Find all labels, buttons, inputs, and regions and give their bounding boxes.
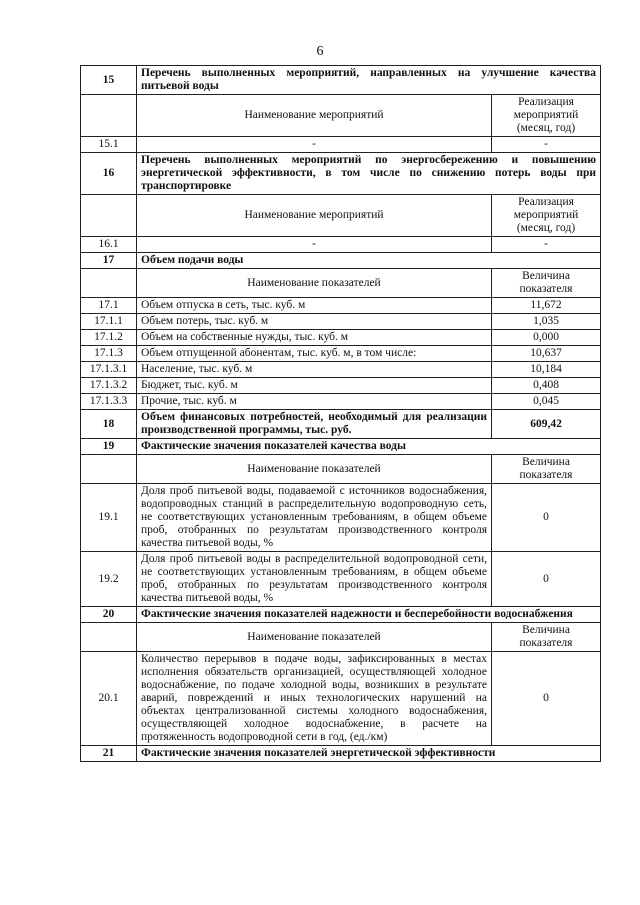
row-value: -: [492, 237, 601, 253]
page-number: 6: [316, 44, 324, 59]
table-row: [81, 137, 601, 153]
section-number: 21: [81, 746, 137, 762]
section-title: Объем подачи воды: [137, 253, 601, 269]
column-header-row: [81, 269, 601, 298]
row-value: 0: [492, 652, 601, 746]
row-value: 11,672: [492, 298, 601, 314]
section-header-18: [81, 410, 601, 439]
column-header-name: Наименование показателей: [137, 455, 492, 484]
section-number: 15: [81, 66, 137, 95]
table-row: [81, 362, 601, 378]
section-number: 18: [81, 410, 137, 439]
row-number: 17.1.3.2: [81, 378, 137, 394]
table-row: [81, 394, 601, 410]
row-number: 17.1.1: [81, 314, 137, 330]
production-program-table: [80, 65, 601, 762]
row-number: 19.1: [81, 484, 137, 552]
column-header-value: Реализация мероприятий (месяц, год): [492, 195, 601, 237]
row-name: Население, тыс. куб. м: [137, 362, 492, 378]
section-header-20: [81, 607, 601, 623]
row-value: 1,035: [492, 314, 601, 330]
row-name: Бюджет, тыс. куб. м: [137, 378, 492, 394]
row-name: Объем отпущенной абонентам, тыс. куб. м, в том числе:: [137, 346, 492, 362]
table-row: [81, 652, 601, 746]
row-number: 15.1: [81, 137, 137, 153]
row-name: Объем на собственные нужды, тыс. куб. м: [137, 330, 492, 346]
row-value: 0: [492, 484, 601, 552]
row-name: Прочие, тыс. куб. м: [137, 394, 492, 410]
section-header-17: [81, 253, 601, 269]
row-number: 19.2: [81, 552, 137, 607]
row-value: 0,000: [492, 330, 601, 346]
row-name: Объем отпуска в сеть, тыс. куб. м: [137, 298, 492, 314]
column-header-row: [81, 623, 601, 652]
column-header-value: Реализация мероприятий (месяц, год): [492, 95, 601, 137]
section-title: Фактические значения показателей энергетической эффективности: [137, 746, 601, 762]
row-value: 10,184: [492, 362, 601, 378]
row-number: 17.1: [81, 298, 137, 314]
row-value: -: [492, 137, 601, 153]
section-header-16: [81, 153, 601, 195]
row-number: 17.1.3.1: [81, 362, 137, 378]
section-number: 20: [81, 607, 137, 623]
column-header-row: [81, 195, 601, 237]
table-row: [81, 346, 601, 362]
row-number: 20.1: [81, 652, 137, 746]
section-title: Объем финансовых потребностей, необходимый для реализации производственной программы, тыс. руб.: [137, 410, 492, 439]
table-row: [81, 314, 601, 330]
row-number: 17.1.3.3: [81, 394, 137, 410]
row-name: Объем потерь, тыс. куб. м: [137, 314, 492, 330]
column-header-name: Наименование мероприятий: [137, 95, 492, 137]
table-row: [81, 484, 601, 552]
row-number: 16.1: [81, 237, 137, 253]
row-name: Количество перерывов в подаче воды, зафиксированных в местах исполнения обязательств организацией, осуществляющей холодное водоснабжение, по подаче холодной воды, возникших в результате аварий, повреждений и иных технологических нарушений на объектах централизованной системы холодного водоснабжения, осуществляющей холодное водоснабжение, в расчете на протяженность водопроводной сети в год, (ед./км): [137, 652, 492, 746]
column-header-value: Величина показателя: [492, 455, 601, 484]
section-value: 609,42: [492, 410, 601, 439]
column-header-row: [81, 455, 601, 484]
section-title: Перечень выполненных мероприятий, направленных на улучшение качества питьевой воды: [137, 66, 601, 95]
table-row: [81, 298, 601, 314]
section-number: 19: [81, 439, 137, 455]
row-name: -: [137, 137, 492, 153]
row-value: 0: [492, 552, 601, 607]
section-number: 17: [81, 253, 137, 269]
section-header-15: [81, 66, 601, 95]
section-header-21: [81, 746, 601, 762]
table-row: [81, 552, 601, 607]
row-name: Доля проб питьевой воды, подаваемой с источников водоснабжения, водопроводных станций в распределительную водопроводную сеть, не соответствующих установленным требованиям, в общем объеме проб, отобранных по результатам производственного контроля качества питьевой воды, %: [137, 484, 492, 552]
table-row: [81, 330, 601, 346]
row-name: -: [137, 237, 492, 253]
column-header-row: [81, 95, 601, 137]
table-row: [81, 378, 601, 394]
column-header-value: Величина показателя: [492, 623, 601, 652]
column-header-name: Наименование показателей: [137, 269, 492, 298]
row-number: 17.1.2: [81, 330, 137, 346]
row-value: 0,045: [492, 394, 601, 410]
row-value: 0,408: [492, 378, 601, 394]
table-row: [81, 237, 601, 253]
column-header-value: Величина показателя: [492, 269, 601, 298]
section-header-19: [81, 439, 601, 455]
section-title: Перечень выполненных мероприятий по энергосбережению и повышению энергетической эффективности, в том числе по снижению потерь воды при транспортировке: [137, 153, 601, 195]
section-title: Фактические значения показателей надежности и бесперебойности водоснабжения: [137, 607, 601, 623]
column-header-name: Наименование мероприятий: [137, 195, 492, 237]
row-number: 17.1.3: [81, 346, 137, 362]
row-value: 10,637: [492, 346, 601, 362]
section-title: Фактические значения показателей качества воды: [137, 439, 601, 455]
column-header-name: Наименование показателей: [137, 623, 492, 652]
row-name: Доля проб питьевой воды в распределительной водопроводной сети, не соответствующих установленным требованиям, в общем объеме проб, отобранных по результатам производственного контроля качества питьевой воды, %: [137, 552, 492, 607]
section-number: 16: [81, 153, 137, 195]
